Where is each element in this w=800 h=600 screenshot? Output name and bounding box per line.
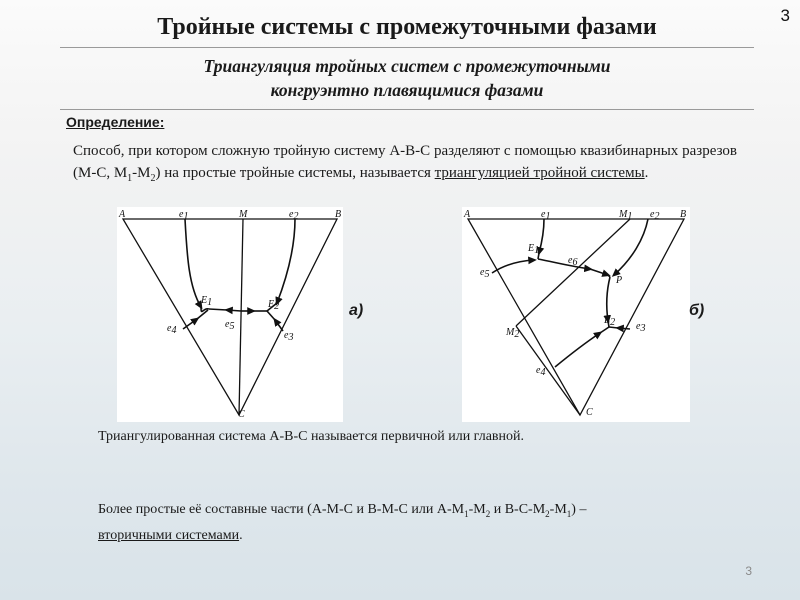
label-p: P xyxy=(616,275,623,286)
note-part: -М xyxy=(549,502,567,517)
diagram-a xyxy=(117,207,343,422)
note-subscript: 2 xyxy=(485,508,491,519)
subtitle-divider xyxy=(60,109,754,110)
triangle-abc xyxy=(123,219,337,415)
definition-subscript: 2 xyxy=(150,173,156,184)
note-subscript: 1 xyxy=(464,508,469,519)
label-e2: e2 xyxy=(650,209,660,222)
label-e2: e2 xyxy=(289,209,299,222)
section-m-c xyxy=(239,219,243,415)
diagram-b-caption: б) xyxy=(689,302,705,319)
label-c: C xyxy=(238,409,245,420)
definition-term: триангуляцией тройной системы xyxy=(434,165,645,181)
curve-e4-E2-end xyxy=(600,327,609,333)
note-part: . xyxy=(239,527,243,543)
diagram-b xyxy=(462,207,690,422)
label-e1: e1 xyxy=(179,209,189,222)
diagram-a-panel xyxy=(117,207,343,422)
curve-e3-E2 xyxy=(618,328,630,329)
definition-part: . xyxy=(644,165,649,181)
curve-e4-E2 xyxy=(555,333,600,367)
secondary-term: вторичными системами xyxy=(98,527,240,543)
label-b: B xyxy=(335,209,342,220)
note-part: -М xyxy=(468,502,486,517)
label-c: C xyxy=(586,407,593,418)
label-e1: e1 xyxy=(541,209,551,222)
label-e4: e4 xyxy=(536,365,546,378)
section-m2-c xyxy=(516,326,580,415)
subtitle-line-2: конгруэнтно плавящимися фазами xyxy=(270,80,544,100)
label-E1: E1 xyxy=(201,295,213,308)
curve-e3-E2 xyxy=(275,320,283,331)
secondary-system-note xyxy=(98,499,738,547)
diagram-a-caption: а) xyxy=(349,302,364,319)
label-e3: e3 xyxy=(636,321,646,334)
section-m1-m2 xyxy=(516,219,630,326)
label-a: A xyxy=(119,209,126,220)
note-part: Более простые её составные части (А-М-С и В-М-С или А-М xyxy=(98,502,465,517)
label-e5: e5 xyxy=(225,319,235,332)
definition-part: Способ, при котором сложную тройную систему А-В-С разделяют с помощью квазибинарных разрезов (М-С, М xyxy=(73,143,737,181)
title-divider xyxy=(60,47,754,48)
slide-number-top: 3 xyxy=(780,6,790,25)
diagram-b-panel xyxy=(462,207,690,422)
curve-e2-E2 xyxy=(277,219,295,303)
curve-e6-P-end xyxy=(608,275,610,277)
slide-subtitle xyxy=(60,54,754,102)
curve-e1-E1 xyxy=(185,219,201,307)
label-m: M xyxy=(239,209,248,220)
definition-part: ) на простые тройные системы, называется xyxy=(155,165,435,181)
curve-e5-E1-end xyxy=(209,309,227,310)
label-E2: E2 xyxy=(604,315,616,328)
label-e6: e6 xyxy=(568,255,578,268)
curve-e1-E1 xyxy=(539,219,544,253)
label-m1: M1 xyxy=(619,209,633,222)
triangle-abc xyxy=(468,219,684,415)
curve-e3-E2-end xyxy=(267,311,275,320)
label-a: A xyxy=(464,209,471,220)
slide-title: Тройные системы с промежуточными фазами xyxy=(157,14,657,40)
label-e3: e3 xyxy=(284,330,294,343)
note-part: и В-С-М xyxy=(490,502,546,517)
curve-e2-P xyxy=(614,219,648,275)
label-e4: e4 xyxy=(167,323,177,336)
label-E2: E2 xyxy=(268,299,280,312)
definition-label: Определение: xyxy=(66,114,165,130)
label-e5: e5 xyxy=(480,267,490,280)
label-b: B xyxy=(680,209,687,220)
curve-e5-E1 xyxy=(227,310,241,311)
definition-part: -М xyxy=(132,165,151,181)
primary-system-note: Триангулированная система А-В-С называется первичной или главной. xyxy=(98,429,525,444)
definition-subscript: 1 xyxy=(127,173,133,184)
subtitle-line-1: Триангуляция тройных систем с промежуточными xyxy=(203,56,611,76)
curve-e6-P xyxy=(590,269,608,275)
note-subscript: 1 xyxy=(566,508,572,519)
definition-text xyxy=(73,140,737,190)
slide-number-bottom: 3 xyxy=(745,564,752,578)
note-subscript: 2 xyxy=(545,508,550,519)
note-part: ) – xyxy=(571,502,587,517)
label-m2: M2 xyxy=(506,327,520,340)
label-E1: E1 xyxy=(528,243,540,256)
